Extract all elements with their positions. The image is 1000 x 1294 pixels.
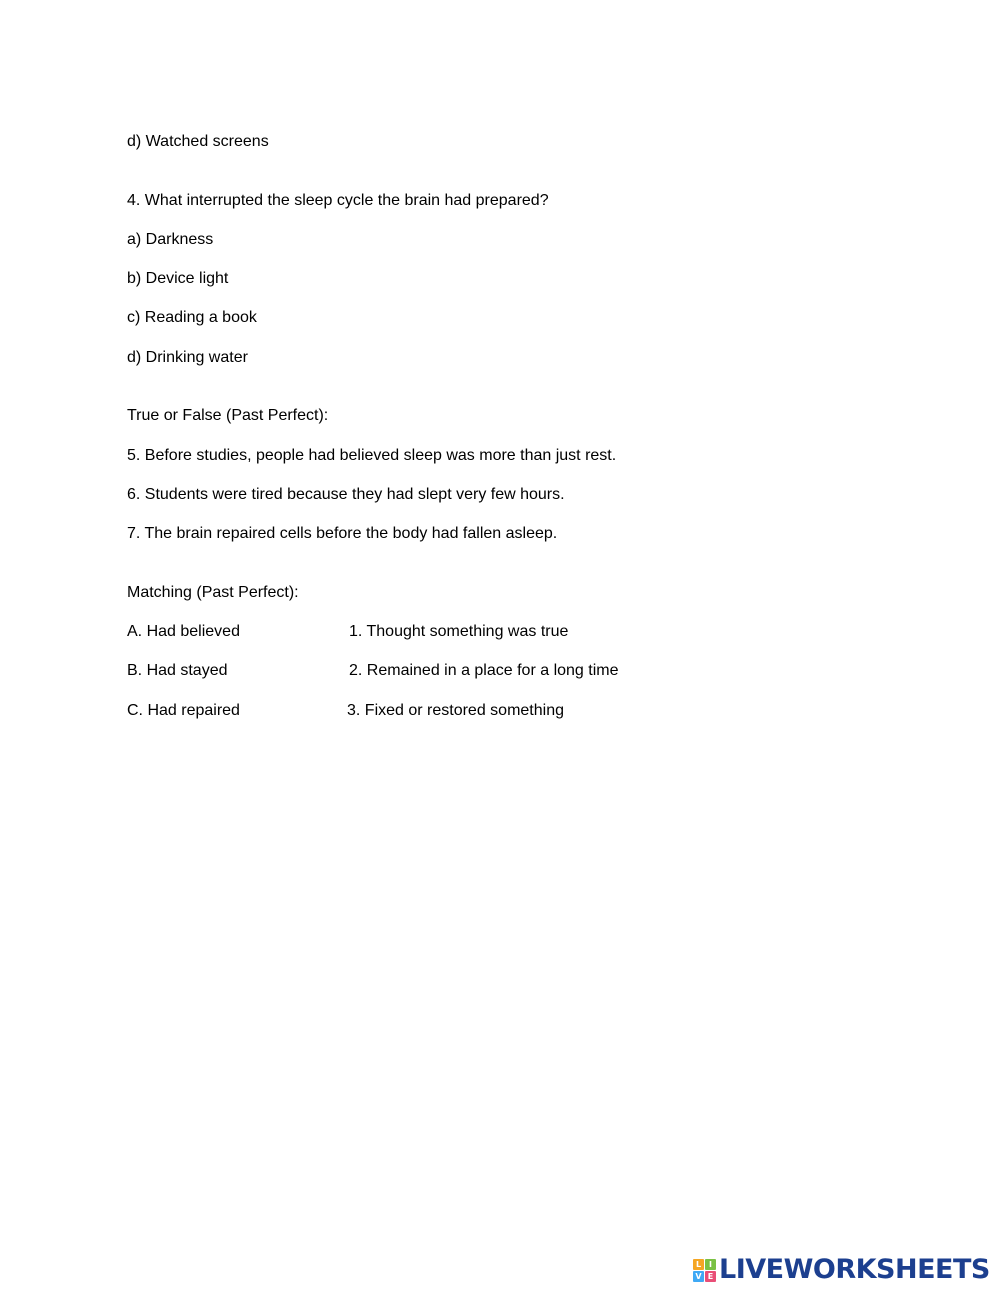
- logo-mark-letter-i: I: [705, 1259, 716, 1270]
- match-right-2: 2. Remained in a place for a long time: [349, 662, 619, 679]
- liveworksheets-logo: [693, 1254, 990, 1286]
- q4-option-a: a) Darkness: [127, 231, 214, 248]
- match-left-c: C. Had repaired: [127, 702, 240, 719]
- match-right-3: 3. Fixed or restored something: [347, 702, 564, 719]
- tf-statement-5: 5. Before studies, people had believed sleep was more than just rest.: [127, 447, 617, 464]
- q4-option-b: b) Device light: [127, 270, 229, 287]
- q3-option-d: d) Watched screens: [127, 133, 269, 150]
- q4-question: 4. What interrupted the sleep cycle the brain had prepared?: [127, 192, 549, 209]
- q4-option-c: c) Reading a book: [127, 309, 257, 326]
- tf-statement-6: 6. Students were tired because they had slept very few hours.: [127, 486, 565, 503]
- logo-wordmark: LIVEWORKSHEETS: [719, 1254, 990, 1285]
- match-right-1: 1. Thought something was true: [349, 623, 569, 640]
- matching-heading: Matching (Past Perfect):: [127, 584, 299, 601]
- q4-option-d: d) Drinking water: [127, 349, 248, 366]
- true-false-heading: True or False (Past Perfect):: [127, 407, 329, 424]
- match-left-b: B. Had stayed: [127, 662, 228, 679]
- logo-mark-icon: [693, 1259, 716, 1282]
- tf-statement-7: 7. The brain repaired cells before the body had fallen asleep.: [127, 525, 558, 542]
- logo-mark-letter-e: E: [705, 1271, 716, 1282]
- logo-mark-letter-l: L: [693, 1259, 704, 1270]
- match-left-a: A. Had believed: [127, 623, 240, 640]
- logo-mark-letter-v: V: [693, 1271, 704, 1282]
